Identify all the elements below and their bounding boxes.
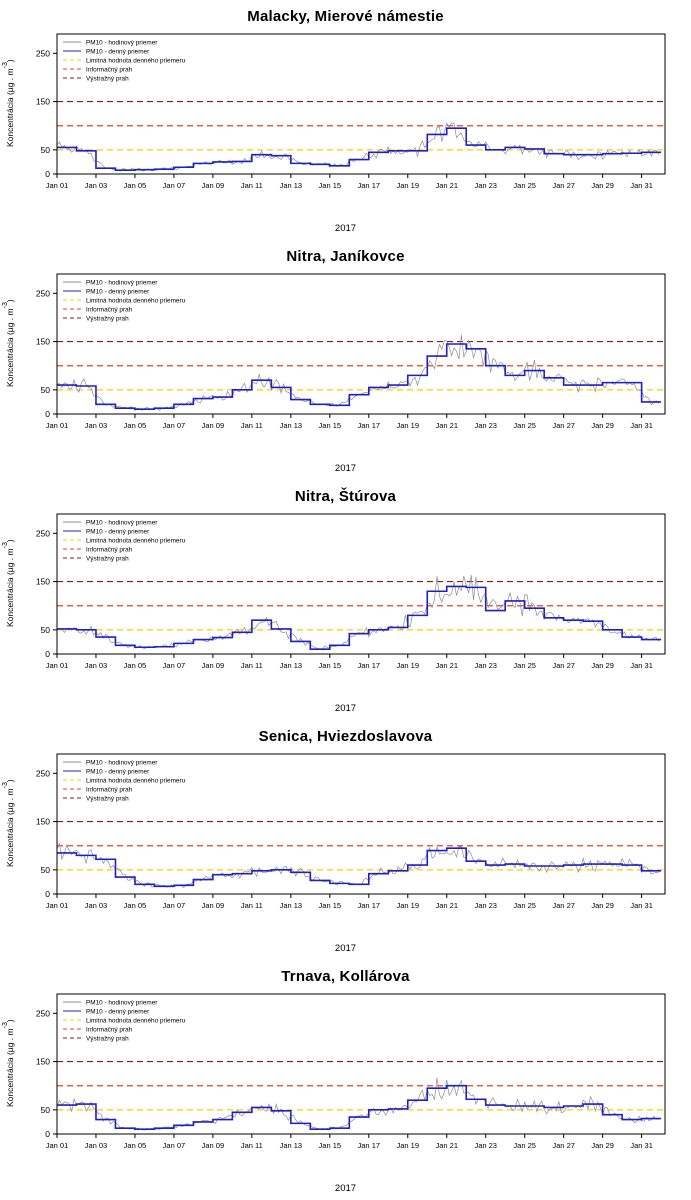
x-tick-label: Jan 05 <box>123 181 147 190</box>
chart-legend <box>63 1000 186 1043</box>
x-tick-label: Jan 23 <box>474 661 497 670</box>
x-tick-label: Jan 03 <box>84 181 108 190</box>
x-tick-label: Jan 29 <box>591 901 614 910</box>
x-axis-label: 2017 <box>334 943 357 954</box>
x-tick-label: Jan 01 <box>45 421 69 430</box>
y-tick-label: 50 <box>40 384 50 395</box>
chart-legend <box>63 280 186 323</box>
y-tick-label: 0 <box>45 1129 50 1139</box>
legend-label: Informačný prah <box>86 1026 133 1034</box>
x-tick-label: Jan 21 <box>435 421 459 430</box>
y-tick-label: 250 <box>35 768 50 779</box>
x-tick-label: Jan 15 <box>318 901 342 910</box>
legend-label: Výstražný prah <box>86 1035 129 1043</box>
x-tick-label: Jan 09 <box>201 181 225 190</box>
y-tick-label: 250 <box>35 528 50 539</box>
x-tick-label: Jan 11 <box>240 421 263 430</box>
y-axis-label-text: Koncentrácia (µg . m <box>4 308 15 387</box>
x-tick-label: Jan 25 <box>513 901 536 910</box>
series-daily-step <box>57 128 661 170</box>
chart-panel <box>0 720 691 960</box>
x-tick-label: Jan 05 <box>123 421 147 430</box>
legend-label: Výstražný prah <box>86 555 129 563</box>
x-tick-label: Jan 29 <box>591 1141 614 1150</box>
legend-label: Limitná hodnota denného priemeru <box>86 777 186 785</box>
x-tick-label: Jan 17 <box>357 181 381 190</box>
series-hourly-line <box>57 575 659 649</box>
legend-label: PM10 - hodinový priemer <box>86 519 158 527</box>
x-tick-label: Jan 29 <box>591 421 614 430</box>
x-tick-label: Jan 09 <box>201 901 225 910</box>
x-tick-label: Jan 01 <box>45 661 69 670</box>
y-axis-label-close: ) <box>4 1019 15 1022</box>
y-axis-label-text: Koncentrácia (µg . m <box>4 548 15 627</box>
x-tick-label: Jan 03 <box>84 1141 108 1150</box>
y-axis-label-text: Koncentrácia (µg . m <box>4 1028 15 1107</box>
chart-panel <box>0 960 691 1200</box>
x-tick-label: Jan 19 <box>396 901 420 910</box>
y-axis-label-close: ) <box>4 539 15 542</box>
x-tick-label: Jan 21 <box>435 1141 459 1150</box>
x-tick-label: Jan 31 <box>630 661 653 670</box>
y-tick-label: 0 <box>45 889 50 899</box>
x-tick-label: Jan 05 <box>123 1141 147 1150</box>
x-tick-label: Jan 25 <box>513 181 536 190</box>
x-tick-label: Jan 09 <box>201 421 225 430</box>
x-tick-label: Jan 17 <box>357 661 381 670</box>
x-tick-label: Jan 01 <box>45 181 69 190</box>
x-tick-label: Jan 31 <box>630 181 653 190</box>
legend-label: PM10 - denný priemer <box>86 768 150 776</box>
y-tick-label: 50 <box>40 864 50 875</box>
x-tick-label: Jan 15 <box>318 421 342 430</box>
y-axis-label-close: ) <box>4 59 15 62</box>
chart-panel <box>0 240 691 480</box>
x-tick-label: Jan 13 <box>279 421 303 430</box>
x-tick-label: Jan 19 <box>396 1141 420 1150</box>
plot-area <box>0 268 691 444</box>
y-tick-label: 250 <box>35 1008 50 1019</box>
x-tick-label: Jan 07 <box>162 1141 186 1150</box>
y-tick-label: 50 <box>40 1104 50 1115</box>
x-tick-label: Jan 07 <box>162 661 186 670</box>
legend-label: Výstražný prah <box>86 75 129 83</box>
chart-legend <box>63 40 186 83</box>
plot-area <box>0 748 691 924</box>
x-tick-label: Jan 25 <box>513 421 536 430</box>
x-tick-label: Jan 11 <box>240 181 263 190</box>
x-tick-label: Jan 19 <box>396 181 420 190</box>
x-tick-label: Jan 31 <box>630 901 653 910</box>
legend-label: PM10 - denný priemer <box>86 1008 150 1016</box>
x-tick-label: Jan 29 <box>591 661 614 670</box>
x-axis-label: 2017 <box>334 223 357 234</box>
legend-label: PM10 - hodinový priemer <box>86 759 158 767</box>
legend-label: Výstražný prah <box>86 795 129 803</box>
y-tick-label: 150 <box>35 576 50 587</box>
series-daily-step <box>57 586 661 649</box>
y-axis-label-exponent: -3 <box>2 1022 9 1029</box>
legend-label: PM10 - denný priemer <box>86 528 150 536</box>
series-hourly-line <box>57 335 659 411</box>
chart-panel <box>0 0 691 240</box>
x-tick-label: Jan 13 <box>279 661 303 670</box>
legend-label: PM10 - hodinový priemer <box>86 279 158 287</box>
y-axis-label-text: Koncentrácia (µg . m <box>4 788 15 867</box>
y-axis-label <box>2 988 18 1138</box>
panel-title: Nitra, Janíkovce <box>286 248 405 265</box>
x-tick-label: Jan 09 <box>201 661 225 670</box>
y-axis-label-text: Koncentrácia (µg . m <box>4 68 15 147</box>
x-tick-label: Jan 23 <box>474 181 497 190</box>
x-tick-label: Jan 31 <box>630 1141 653 1150</box>
panel-title: Nitra, Štúrova <box>294 488 397 505</box>
x-tick-label: Jan 13 <box>279 901 303 910</box>
legend-label: Informačný prah <box>86 546 133 554</box>
x-tick-label: Jan 23 <box>474 1141 497 1150</box>
y-axis-label-exponent: -3 <box>2 782 9 789</box>
series-hourly-line <box>57 123 659 171</box>
legend-label: PM10 - hodinový priemer <box>86 999 158 1007</box>
legend-label: Limitná hodnota denného priemeru <box>86 537 186 545</box>
x-tick-label: Jan 25 <box>513 1141 536 1150</box>
panel-title: Malacky, Mierové námestie <box>247 8 444 25</box>
legend-label: Výstražný prah <box>86 315 129 323</box>
series-daily-step <box>57 1086 661 1129</box>
x-axis-label: 2017 <box>334 463 357 474</box>
x-axis-label: 2017 <box>334 703 357 714</box>
chart-panel <box>0 480 691 720</box>
plot-area <box>0 508 691 684</box>
y-tick-label: 50 <box>40 144 50 155</box>
y-axis-label-close: ) <box>4 299 15 302</box>
y-axis-label <box>2 508 18 658</box>
x-tick-label: Jan 27 <box>552 661 575 670</box>
series-daily-step <box>57 848 661 886</box>
x-tick-label: Jan 21 <box>435 901 459 910</box>
x-tick-label: Jan 05 <box>123 901 147 910</box>
y-axis-label-exponent: -3 <box>2 542 9 549</box>
panel-title: Trnava, Kollárova <box>281 968 410 985</box>
x-tick-label: Jan 21 <box>435 661 459 670</box>
x-tick-label: Jan 01 <box>45 901 69 910</box>
x-tick-label: Jan 17 <box>357 901 381 910</box>
plot-area <box>0 988 691 1164</box>
x-tick-label: Jan 11 <box>240 901 263 910</box>
y-tick-label: 0 <box>45 649 50 659</box>
chart-legend <box>63 520 186 563</box>
x-tick-label: Jan 19 <box>396 421 420 430</box>
x-tick-label: Jan 25 <box>513 661 536 670</box>
y-axis-label <box>2 28 18 178</box>
y-tick-label: 250 <box>35 48 50 59</box>
x-tick-label: Jan 27 <box>552 421 575 430</box>
legend-label: Limitná hodnota denného priemeru <box>86 57 186 65</box>
x-tick-label: Jan 23 <box>474 421 497 430</box>
x-tick-label: Jan 15 <box>318 181 342 190</box>
y-tick-label: 250 <box>35 288 50 299</box>
y-tick-label: 0 <box>45 169 50 179</box>
y-tick-label: 150 <box>35 96 50 107</box>
y-tick-label: 150 <box>35 816 50 827</box>
series-daily-step <box>57 344 661 409</box>
x-tick-label: Jan 07 <box>162 901 186 910</box>
x-tick-label: Jan 01 <box>45 1141 69 1150</box>
y-tick-label: 50 <box>40 624 50 635</box>
x-tick-label: Jan 13 <box>279 1141 303 1150</box>
x-tick-label: Jan 21 <box>435 181 459 190</box>
x-tick-label: Jan 03 <box>84 421 108 430</box>
x-tick-label: Jan 15 <box>318 1141 342 1150</box>
x-tick-label: Jan 09 <box>201 1141 225 1150</box>
x-tick-label: Jan 05 <box>123 661 147 670</box>
x-tick-label: Jan 07 <box>162 421 186 430</box>
y-tick-label: 150 <box>35 1056 50 1067</box>
chart-legend <box>63 760 186 803</box>
legend-label: Informačný prah <box>86 66 133 74</box>
y-tick-label: 150 <box>35 336 50 347</box>
x-tick-label: Jan 03 <box>84 661 108 670</box>
x-tick-label: Jan 27 <box>552 181 575 190</box>
legend-label: PM10 - denný priemer <box>86 48 150 56</box>
y-tick-label: 0 <box>45 409 50 419</box>
x-tick-label: Jan 03 <box>84 901 108 910</box>
x-tick-label: Jan 23 <box>474 901 497 910</box>
x-tick-label: Jan 11 <box>240 1141 263 1150</box>
x-tick-label: Jan 17 <box>357 421 381 430</box>
y-axis-label <box>2 268 18 418</box>
x-tick-label: Jan 07 <box>162 181 186 190</box>
x-tick-label: Jan 17 <box>357 1141 381 1150</box>
x-tick-label: Jan 31 <box>630 421 653 430</box>
y-axis-label <box>2 748 18 898</box>
x-axis-label: 2017 <box>334 1183 357 1194</box>
legend-label: PM10 - denný priemer <box>86 288 150 296</box>
x-tick-label: Jan 13 <box>279 181 303 190</box>
x-tick-label: Jan 27 <box>552 901 575 910</box>
y-axis-label-exponent: -3 <box>2 302 9 309</box>
x-tick-label: Jan 27 <box>552 1141 575 1150</box>
y-axis-label-exponent: -3 <box>2 62 9 69</box>
x-tick-label: Jan 15 <box>318 661 342 670</box>
panel-title: Senica, Hviezdoslavova <box>258 728 433 745</box>
legend-label: Limitná hodnota denného priemeru <box>86 297 186 305</box>
legend-label: PM10 - hodinový priemer <box>86 39 158 47</box>
legend-label: Limitná hodnota denného priemeru <box>86 1017 186 1025</box>
x-tick-label: Jan 29 <box>591 181 614 190</box>
legend-label: Informačný prah <box>86 306 133 314</box>
legend-label: Informačný prah <box>86 786 133 794</box>
x-tick-label: Jan 19 <box>396 661 420 670</box>
plot-area <box>0 28 691 204</box>
y-axis-label-close: ) <box>4 779 15 782</box>
x-tick-label: Jan 11 <box>240 661 263 670</box>
